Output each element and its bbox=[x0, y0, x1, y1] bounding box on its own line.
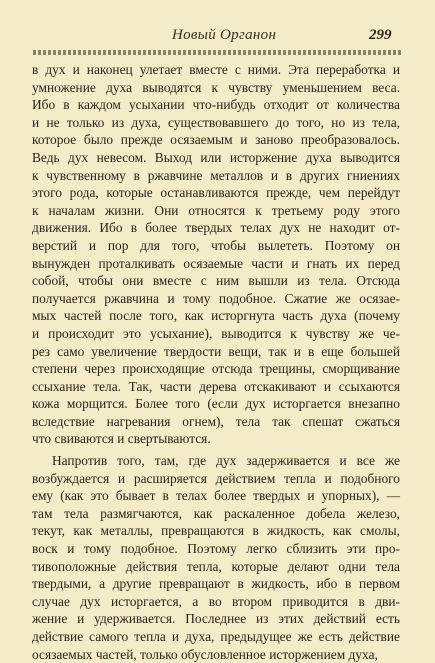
text-line: воск и тому подобное. Поэтому легко сблизить эти про- bbox=[32, 541, 400, 557]
body-text bbox=[32, 61, 400, 663]
page-number: 299 bbox=[369, 27, 392, 43]
text-line: кожа морщится. Более того (если дух исторгается внезапно bbox=[32, 396, 400, 412]
text-line: случае дух исторгается, а во втором приводится в дви- bbox=[32, 593, 400, 609]
text-line: и не только из духа, существовавшего до того, но из тела, bbox=[32, 114, 400, 130]
text-line: там тела размягчаются, как раскаленное добела железо, bbox=[32, 505, 400, 521]
text-line: умножение духа выводятся к чувству уменьшением веса. bbox=[32, 79, 400, 95]
text-line: и происходит это усыхание), выводится к чувству же че- bbox=[32, 325, 400, 341]
text-line: верстий и пор для того, чтобы вылететь. Поэтому он bbox=[32, 237, 400, 253]
text-line: ему (как это бывает в телах более твердых и упорных), — bbox=[32, 488, 400, 504]
text-line: к началам жизни. Они относятся к третьему роду этого bbox=[32, 202, 400, 218]
text-line: Ведь дух невесом. Выход или исторжение духа выводится bbox=[32, 149, 400, 165]
paragraph-2 bbox=[32, 452, 400, 663]
running-title: Новый Органон bbox=[172, 27, 277, 43]
text-line: к чувственному в ржавчине металлов и в других гниениях bbox=[32, 167, 400, 183]
text-line: в дух и наконец улетает вместе с ними. Эта переработка и bbox=[32, 62, 400, 77]
text-line: действие самого тепла и духа, предыдущее же есть действие bbox=[32, 629, 400, 644]
text-line: твердыми, а другие превращают в жидкость, ибо в первом bbox=[32, 576, 400, 592]
text-line: возбуждается и расширяется действием тепла и подобного bbox=[32, 470, 400, 486]
text-line: получается ржавчина и тому подобное. Сжатие же осязае- bbox=[32, 290, 400, 306]
page-header bbox=[0, 27, 435, 49]
text-line: осязаемых частей, только обусловленное исторжением духа, bbox=[32, 646, 378, 662]
text-line: текут, как металлы, превращаются в жидкость, как смолы, bbox=[32, 523, 400, 539]
text-line: Напротив того, там, где дух задерживается и все же bbox=[52, 453, 400, 469]
text-line: ссыхание тела. Так, части дерева отскакивают и ссыхаются bbox=[32, 378, 400, 394]
text-line: степени через происходящие отсюда трещины, сморщивание bbox=[32, 361, 400, 377]
text-line: тивоположные действия тепла, которые делают одни тела bbox=[32, 558, 400, 574]
text-line: что свиваются и свертываются. bbox=[32, 431, 211, 447]
text-line: движения. Ибо в более твердых телах дух не находит от- bbox=[32, 220, 400, 236]
text-line: рез само увеличение твердости вещи, так и в еще большей bbox=[32, 343, 400, 359]
text-line: вследствие нагревания огнем), тела так спешат сжаться bbox=[32, 413, 400, 429]
text-line: вынужден проталкивать осязаемые части и гнать их перед bbox=[32, 255, 400, 271]
text-line: мых частей после того, как исторгнута часть духа (почему bbox=[32, 308, 400, 324]
ornamental-rule bbox=[33, 50, 401, 55]
text-line: которое было прежде осязаемым и заново преобразовалось. bbox=[32, 132, 400, 148]
paragraph-1 bbox=[32, 61, 400, 448]
text-line: Ибо в каждом усыхании что-нибудь отходит от количества bbox=[32, 97, 400, 113]
text-line: этого рода, которые останавливаются прежде, чем перейдут bbox=[32, 185, 400, 201]
text-line: собой, чтобы они вместе с ним вышли из тела. Отсюда bbox=[32, 273, 400, 289]
text-line: жение и удерживается. Последнее из этих действий есть bbox=[32, 611, 400, 627]
